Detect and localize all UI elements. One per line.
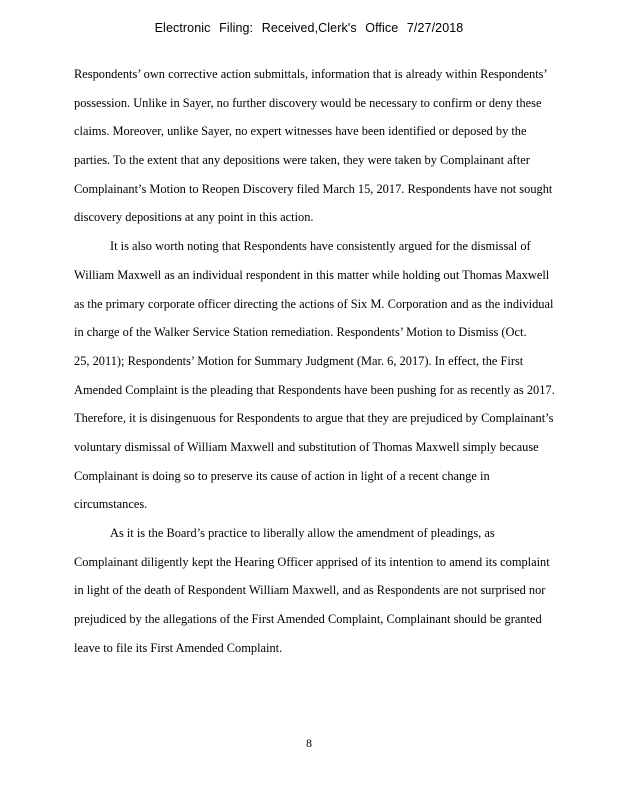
paragraph-3 (74, 525, 562, 668)
text-line: prejudiced by the allegations of the First Amended Complaint, Complainant should be granted (74, 612, 542, 627)
text-line: Complainant is doing so to preserve its cause of action in light of a recent change in (74, 468, 490, 483)
text-line: in light of the death of Respondent William Maxwell, and as Respondents are not surprised nor (74, 583, 546, 598)
text-line: Complainant’s Motion to Reopen Discovery filed March 15, 2017. Respondents have not sought (74, 181, 553, 196)
page-number: 8 (306, 736, 312, 750)
electronic-filing-stamp: Electronic Filing: Received,Clerk's Office 7/27/2018 (154, 21, 464, 35)
text-line: leave to file its First Amended Complaint. (74, 640, 283, 655)
document-body (74, 66, 562, 668)
text-line: parties. To the extent that any depositions were taken, they were taken by Complainant after (74, 153, 530, 168)
text-line: Amended Complaint is the pleading that Respondents have been pushing for as recently as 2017. (74, 382, 555, 397)
text-line: circumstances. (74, 497, 148, 512)
text-line: claims. Moreover, unlike Sayer, no expert witnesses have been identified or deposed by the (74, 124, 527, 139)
text-line: voluntary dismissal of William Maxwell and substitution of Thomas Maxwell simply because (74, 439, 539, 454)
text-line: Respondents’ own corrective action submittals, information that is already within Respondents’ (74, 67, 548, 81)
text-line: as the primary corporate officer directing the actions of Six M. Corporation and as the individual (74, 296, 554, 311)
text-line: As it is the Board’s practice to liberally allow the amendment of pleadings, as (110, 526, 495, 540)
paragraph-2 (74, 238, 562, 525)
text-line: Complainant diligently kept the Hearing Officer apprised of its intention to amend its complaint (74, 554, 550, 569)
text-line: It is also worth noting that Respondents have consistently argued for the dismissal of (110, 239, 531, 254)
text-line: 25, 2011); Respondents’ Motion for Summary Judgment (Mar. 6, 2017). In effect, the First (74, 353, 524, 368)
text-line: possession. Unlike in Sayer, no further discovery would be necessary to confirm or deny these (74, 95, 542, 110)
text-line: Therefore, it is disingenuous for Respondents to argue that they are prejudiced by Complainant’s (74, 411, 554, 426)
paragraph-1 (74, 66, 562, 238)
text-line: William Maxwell as an individual respondent in this matter while holding out Thomas Maxwell (74, 267, 550, 282)
text-line: in charge of the Walker Service Station remediation. Respondents’ Motion to Dismiss (Oct. (74, 325, 527, 340)
text-line: discovery depositions at any point in this action. (74, 210, 314, 225)
